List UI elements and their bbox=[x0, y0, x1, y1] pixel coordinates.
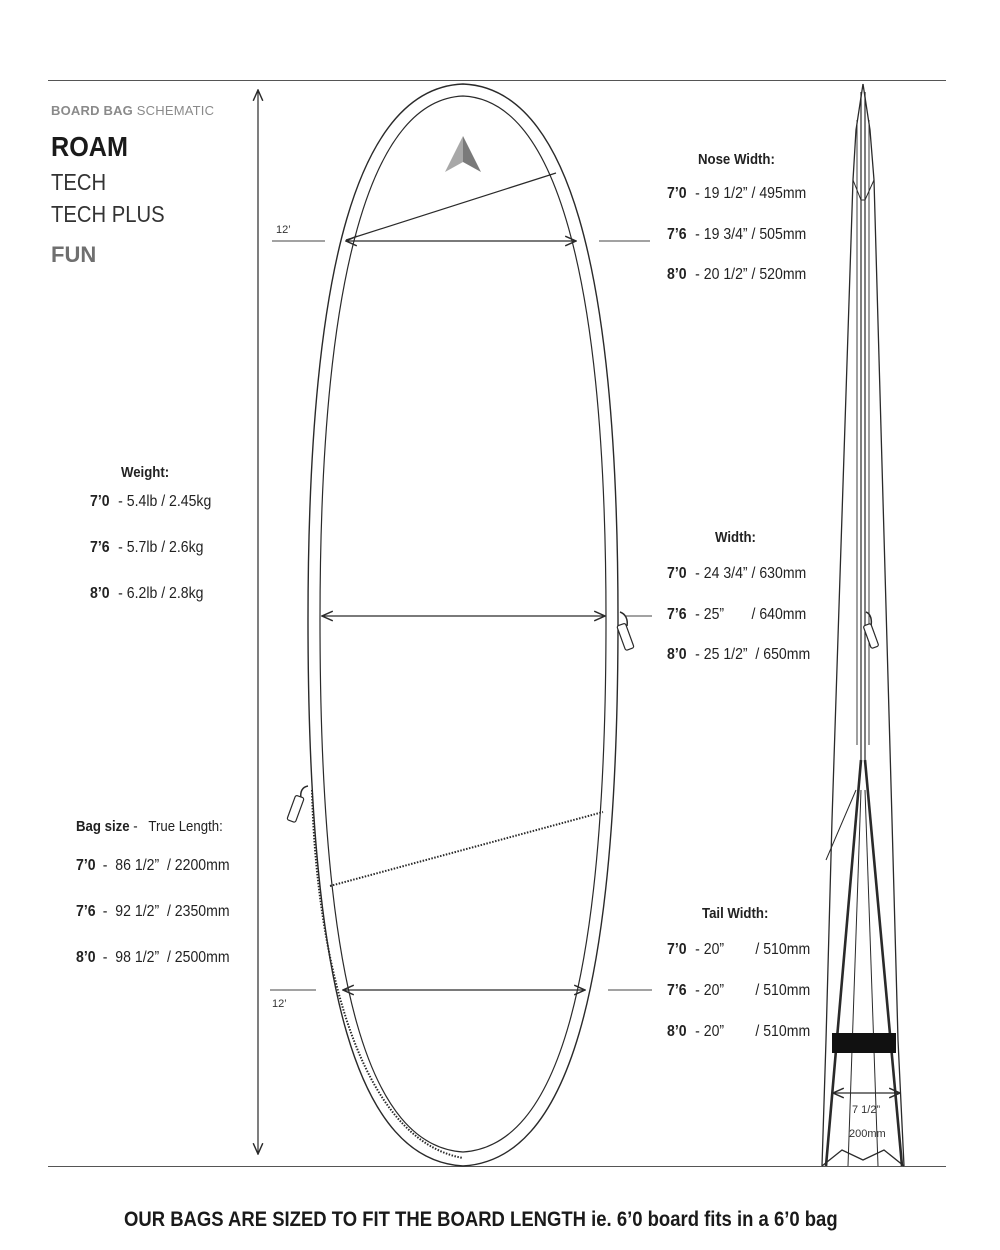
diagram-kind-light: SCHEMATIC bbox=[136, 103, 215, 118]
size-label: 7’0 bbox=[667, 185, 687, 202]
spec-value: - 20” / 510mm bbox=[695, 941, 811, 958]
spec-value: - 24 3/4” / 630mm bbox=[695, 565, 807, 582]
nose-offset-label: 12’ bbox=[276, 224, 291, 236]
spec-value: - 92 1/2” / 2350mm bbox=[98, 903, 230, 920]
bag-size-title bbox=[76, 818, 223, 835]
width-row bbox=[667, 606, 806, 624]
weight-row bbox=[90, 585, 203, 603]
zipper-pull-icon bbox=[287, 786, 308, 823]
bag-size-row bbox=[76, 857, 230, 875]
thickness-metric-label: 200mm bbox=[849, 1128, 886, 1140]
size-label: 8’0 bbox=[667, 1023, 687, 1040]
spec-value: - 86 1/2” / 2200mm bbox=[98, 857, 230, 874]
size-label: 8’0 bbox=[90, 585, 110, 602]
zipper-pull-icon bbox=[617, 612, 634, 651]
spec-value: - 20 1/2” / 520mm bbox=[695, 266, 807, 283]
diagram-kind-bold: BOARD BAG bbox=[51, 103, 133, 118]
weight-row bbox=[90, 493, 211, 511]
size-label: 7’6 bbox=[667, 606, 687, 623]
size-label: 7’6 bbox=[90, 539, 110, 556]
tail-width-row bbox=[667, 1023, 810, 1041]
weight-row bbox=[90, 539, 203, 557]
spec-value: - 25” / 640mm bbox=[695, 606, 807, 623]
size-label: 7’0 bbox=[667, 941, 687, 958]
weight-title: Weight: bbox=[121, 464, 170, 481]
side-profile-view bbox=[822, 84, 904, 1166]
spec-value: - 98 1/2” / 2500mm bbox=[98, 949, 230, 966]
size-label: 7’0 bbox=[90, 493, 110, 510]
size-label: 8’0 bbox=[76, 949, 96, 966]
side-profile-band bbox=[832, 1033, 896, 1053]
nose-width-title: Nose Width: bbox=[698, 151, 775, 168]
zip-side bbox=[312, 790, 463, 1158]
brand-logo-icon bbox=[445, 136, 481, 172]
size-label: 7’6 bbox=[667, 982, 687, 999]
size-label: 7’6 bbox=[667, 226, 687, 243]
tail-width-row bbox=[667, 941, 810, 959]
spec-value: - 20” / 510mm bbox=[695, 982, 811, 999]
size-label: 8’0 bbox=[667, 646, 687, 663]
product-title: ROAM bbox=[51, 131, 128, 162]
nose-width-row bbox=[667, 266, 806, 284]
thickness-imperial-label: 7 1/2” bbox=[852, 1104, 881, 1116]
bag-outline-inner bbox=[320, 96, 606, 1152]
bag-outline-outer bbox=[308, 84, 618, 1166]
spec-value: - 19 3/4” / 505mm bbox=[695, 226, 807, 243]
bag-size-title-bold: Bag size bbox=[76, 818, 130, 835]
width-row bbox=[667, 646, 810, 664]
size-label: 8’0 bbox=[667, 266, 687, 283]
spec-value: - 5.7lb / 2.6kg bbox=[118, 539, 204, 556]
spec-value: - 5.4lb / 2.45kg bbox=[118, 493, 212, 510]
spec-value: - 19 1/2” / 495mm bbox=[695, 185, 807, 202]
nose-width-row bbox=[667, 226, 806, 244]
bag-size-row bbox=[76, 949, 230, 967]
nose-seam bbox=[346, 173, 556, 240]
bag-size-title-rest: - True Length: bbox=[129, 818, 223, 835]
width-title: Width: bbox=[715, 529, 756, 546]
variant-tech-plus: TECH PLUS bbox=[51, 201, 165, 227]
diagram-kind-label bbox=[51, 103, 214, 118]
variant-tech: TECH bbox=[51, 169, 107, 195]
nose-width-row bbox=[667, 185, 806, 203]
size-label: 7’0 bbox=[667, 565, 687, 582]
spec-value: - 25 1/2” / 650mm bbox=[695, 646, 811, 663]
footer-note: OUR BAGS ARE SIZED TO FIT THE BOARD LENGTH ie. 6’0 board fits in a 6’0 bag bbox=[124, 1208, 838, 1231]
spec-value: - 6.2lb / 2.8kg bbox=[118, 585, 204, 602]
tail-width-row bbox=[667, 982, 810, 1000]
size-label: 7’6 bbox=[76, 903, 96, 920]
width-row bbox=[667, 565, 806, 583]
bag-size-row bbox=[76, 903, 230, 921]
variant-fun: FUN bbox=[51, 242, 97, 267]
tail-width-title: Tail Width: bbox=[702, 905, 769, 922]
zip-diagonal bbox=[330, 812, 603, 886]
tail-offset-label: 12’ bbox=[272, 998, 287, 1010]
size-label: 7’0 bbox=[76, 857, 96, 874]
spec-value: - 20” / 510mm bbox=[695, 1023, 811, 1040]
